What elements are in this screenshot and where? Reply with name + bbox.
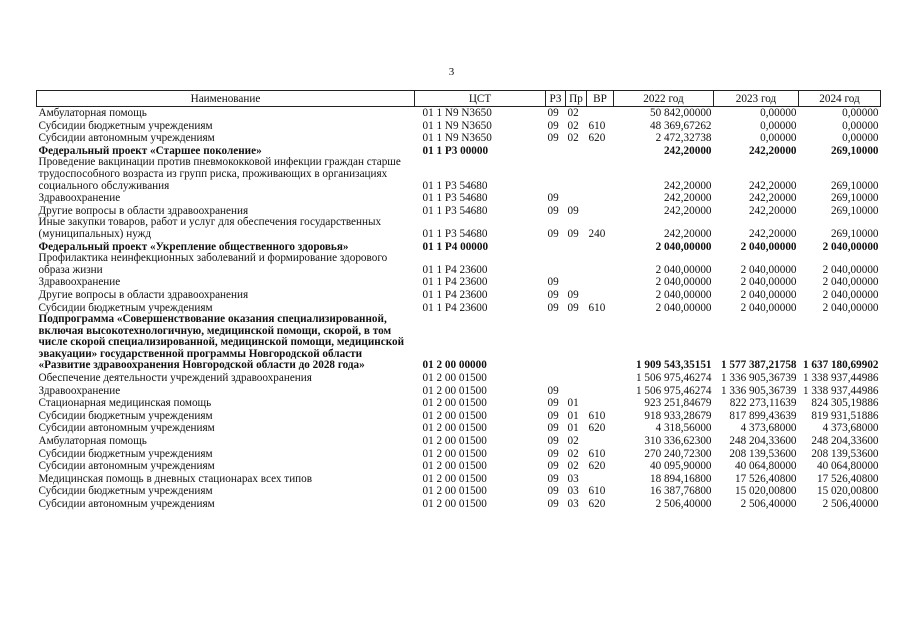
table-row (37, 385, 881, 398)
row-vr (587, 205, 614, 218)
row-vr (587, 289, 614, 302)
row-name: Здравоохранение (38, 384, 121, 397)
row-pr: 09 (567, 204, 579, 217)
row-vr: 610 (588, 301, 606, 314)
row-vr (587, 314, 614, 372)
row-value-2022: 50 842,00000 (649, 107, 712, 119)
row-value-2023: 2 040,00000 (740, 288, 797, 301)
row-cst: 01 1 P4 23600 (422, 301, 488, 314)
row-pr (566, 192, 587, 205)
row-pr: 09 (567, 227, 579, 240)
row-value-2023: 0,00000 (760, 132, 797, 145)
row-cst: 01 1 P3 54680 (422, 179, 488, 192)
row-vr: 620 (588, 422, 606, 435)
header-cst: ЦСТ (415, 91, 546, 107)
row-rz: 09 (547, 132, 559, 145)
row-name: Медицинская помощь в дневных стационарах всех типов (38, 472, 313, 485)
row-cst: 01 2 00 01500 (422, 498, 487, 510)
table-row (37, 410, 881, 423)
row-value-2024: 17 526,40800 (816, 472, 879, 485)
row-value-2022: 2 506,40000 (655, 498, 712, 510)
row-cst: 01 1 P4 23600 (422, 276, 488, 289)
row-value-2023: 242,20000 (748, 227, 797, 240)
row-cst: 01 1 N9 N3650 (422, 107, 492, 119)
row-pr (566, 157, 587, 192)
table-row (37, 473, 881, 486)
row-value-2024: 248 204,33600 (811, 435, 879, 448)
row-value-2024: 40 064,80000 (816, 460, 879, 473)
header-rz: РЗ (546, 91, 566, 107)
row-value-2024: 819 931,51886 (811, 409, 879, 422)
row-rz: 09 (547, 397, 559, 410)
table-row (37, 107, 881, 120)
row-name: Иные закупки товаров, работ и услуг для обеспечения государственных (муниципальных) нужд (38, 216, 382, 240)
row-value-2024: 2 506,40000 (822, 498, 879, 510)
row-cst: 01 2 00 01500 (422, 384, 487, 397)
row-cst: 01 1 N9 N3650 (422, 119, 492, 132)
row-rz: 09 (547, 435, 559, 448)
row-value-2022: 270 240,72300 (644, 447, 712, 460)
row-vr: 240 (588, 227, 606, 240)
row-rz: 09 (547, 227, 559, 240)
row-rz: 09 (547, 119, 559, 132)
row-value-2023: 2 040,00000 (740, 276, 797, 289)
row-cst: 01 2 00 01500 (422, 460, 487, 473)
row-rz (546, 314, 566, 372)
row-value-2022: 310 336,62300 (644, 435, 712, 448)
header-2024: 2024 год (799, 91, 881, 107)
row-value-2022: 2 040,00000 (655, 240, 712, 253)
page-number: 3 (448, 66, 455, 78)
row-pr: 02 (567, 107, 579, 119)
row-name: Амбулаторная помощь (38, 107, 147, 119)
row-pr: 03 (567, 498, 579, 510)
row-vr: 610 (588, 447, 606, 460)
row-name: Субсидии автономным учреждениям (38, 460, 215, 473)
table-row (37, 397, 881, 410)
row-value-2024: 4 373,68000 (822, 422, 879, 435)
row-value-2023: 17 526,40800 (734, 472, 797, 485)
row-cst: 01 2 00 01500 (422, 409, 487, 422)
row-name: Здравоохранение (38, 276, 121, 289)
table-header (37, 91, 881, 107)
row-rz: 09 (547, 472, 559, 485)
table-row (37, 448, 881, 461)
row-value-2023: 2 040,00000 (740, 301, 797, 314)
row-vr (587, 107, 614, 120)
row-cst: 01 2 00 01500 (422, 485, 487, 498)
row-pr (566, 372, 587, 385)
row-value-2023: 2 040,00000 (740, 240, 797, 253)
row-vr: 620 (588, 460, 606, 473)
row-vr (587, 241, 614, 254)
row-pr: 02 (567, 132, 579, 145)
row-vr (587, 157, 614, 192)
row-name: Субсидии бюджетным учреждениям (38, 447, 213, 460)
header-2023: 2023 год (714, 91, 799, 107)
row-vr (587, 276, 614, 289)
row-value-2022: 48 369,67262 (649, 119, 712, 132)
table-row (37, 157, 881, 192)
row-name: Федеральный проект «Старшее поколение» (38, 144, 262, 157)
row-cst: 01 2 00 01500 (422, 372, 487, 385)
row-cst: 01 2 00 01500 (422, 472, 487, 485)
row-value-2024: 2 040,00000 (822, 288, 879, 301)
table-row (37, 460, 881, 473)
row-value-2023: 1 336 905,36739 (720, 372, 797, 385)
row-pr: 01 (567, 422, 579, 435)
row-value-2022: 1 506 975,46274 (635, 372, 712, 385)
row-value-2024: 2 040,00000 (822, 263, 879, 276)
row-value-2023: 242,20000 (748, 144, 797, 157)
row-rz: 09 (547, 409, 559, 422)
budget-table (36, 90, 881, 511)
row-value-2024: 269,10000 (830, 192, 879, 205)
row-value-2024: 1 338 937,44986 (802, 372, 879, 385)
table-row (37, 485, 881, 498)
row-name: Субсидии бюджетным учреждениям (38, 485, 213, 498)
row-rz: 09 (547, 460, 559, 473)
row-name: Профилактика неинфекционных заболеваний и формирование здорового образа жизни (38, 252, 388, 276)
row-vr (587, 385, 614, 398)
row-value-2023: 2 506,40000 (740, 498, 797, 510)
row-value-2022: 242,20000 (663, 204, 712, 217)
row-name: Другие вопросы в области здравоохранения (38, 288, 249, 301)
row-vr (587, 473, 614, 486)
row-vr: 620 (588, 498, 606, 510)
row-value-2024: 208 139,53600 (811, 447, 879, 460)
row-pr (566, 145, 587, 158)
row-pr (566, 253, 587, 276)
table-row (37, 372, 881, 385)
row-cst: 01 1 N9 N3650 (422, 132, 492, 145)
row-value-2024: 269,10000 (830, 144, 879, 157)
row-value-2023: 242,20000 (748, 179, 797, 192)
row-pr: 01 (567, 409, 579, 422)
row-value-2022: 923 251,84679 (644, 397, 712, 410)
row-rz: 09 (547, 192, 559, 205)
row-name: Субсидии бюджетным учреждениям (38, 301, 213, 314)
row-value-2023: 4 373,68000 (740, 422, 797, 435)
row-value-2022: 40 095,90000 (649, 460, 712, 473)
row-value-2024: 269,10000 (830, 179, 879, 192)
row-pr: 03 (567, 472, 579, 485)
table-row (37, 276, 881, 289)
row-cst: 01 1 P4 23600 (422, 288, 488, 301)
row-name: Обеспечение деятельности учреждений здравоохранения (38, 372, 312, 385)
row-value-2023: 817 899,43639 (729, 409, 797, 422)
row-value-2022: 2 040,00000 (655, 288, 712, 301)
row-rz: 09 (547, 301, 559, 314)
row-name: Субсидии автономным учреждениям (38, 422, 215, 435)
row-pr: 09 (567, 288, 579, 301)
row-value-2023: 822 273,11639 (729, 397, 797, 410)
row-cst: 01 2 00 00000 (422, 359, 487, 372)
row-vr (587, 192, 614, 205)
row-vr (587, 372, 614, 385)
row-pr (566, 385, 587, 398)
row-value-2022: 242,20000 (663, 144, 712, 157)
row-pr: 02 (567, 435, 579, 448)
row-value-2022: 18 894,16800 (649, 472, 712, 485)
row-vr (587, 397, 614, 410)
row-vr: 610 (588, 409, 606, 422)
row-pr: 02 (567, 119, 579, 132)
row-rz (546, 145, 566, 158)
row-value-2022: 2 040,00000 (655, 301, 712, 314)
row-value-2022: 242,20000 (663, 227, 712, 240)
row-value-2022: 1 506 975,46274 (635, 384, 712, 397)
row-name: Субсидии бюджетным учреждениям (38, 119, 213, 132)
row-cst: 01 2 00 01500 (422, 447, 487, 460)
table-row (37, 192, 881, 205)
row-vr: 610 (588, 119, 606, 132)
row-value-2023: 40 064,80000 (734, 460, 797, 473)
row-pr (566, 241, 587, 254)
row-rz: 09 (547, 422, 559, 435)
row-value-2024: 2 040,00000 (822, 240, 879, 253)
table-row (37, 253, 881, 276)
row-value-2023: 15 020,00800 (734, 485, 797, 498)
row-value-2024: 269,10000 (830, 227, 879, 240)
row-value-2024: 2 040,00000 (822, 301, 879, 314)
row-vr (587, 253, 614, 276)
row-value-2024: 0,00000 (842, 107, 879, 119)
header-name: Наименование (37, 91, 415, 107)
row-vr: 610 (588, 485, 606, 498)
row-name: Субсидии бюджетным учреждениям (38, 409, 213, 422)
row-value-2024: 269,10000 (830, 204, 879, 217)
row-value-2022: 242,20000 (663, 192, 712, 205)
row-rz: 09 (547, 485, 559, 498)
table-row (37, 422, 881, 435)
table-row (37, 120, 881, 133)
header-row (37, 91, 881, 107)
row-rz: 09 (547, 288, 559, 301)
row-name: Федеральный проект «Укрепление общественного здоровья» (38, 240, 349, 253)
row-rz: 09 (547, 447, 559, 460)
row-rz: 09 (547, 276, 559, 289)
row-value-2024: 824 305,19886 (811, 397, 879, 410)
row-pr: 02 (567, 447, 579, 460)
row-name: Подпрограмма «Совершенствование оказания специализированной, включая высокотехнологичную, медицинской помощи, скорой, в том числе скорой специализированной, медицинской помощи, медицинской эвакуации» государственной программы Новгородской области «Развитие здравоохранения Новгородской области до 2028 года» (38, 313, 405, 372)
header-2022: 2022 год (614, 91, 714, 107)
row-cst: 01 1 P3 54680 (422, 192, 488, 205)
row-name: Здравоохранение (38, 192, 121, 205)
row-value-2022: 4 318,56000 (655, 422, 712, 435)
row-cst: 01 1 P4 23600 (422, 263, 488, 276)
row-vr (587, 145, 614, 158)
row-pr: 02 (567, 460, 579, 473)
row-vr (587, 435, 614, 448)
row-cst: 01 1 P4 00000 (422, 240, 489, 253)
row-value-2022: 242,20000 (663, 179, 712, 192)
row-rz (546, 372, 566, 385)
table-row (37, 435, 881, 448)
table-row (37, 217, 881, 240)
row-value-2023: 242,20000 (748, 204, 797, 217)
row-value-2023: 1 336 905,36739 (720, 384, 797, 397)
row-name: Субсидии автономным учреждениям (38, 498, 215, 510)
row-value-2022: 16 387,76800 (649, 485, 712, 498)
row-cst: 01 2 00 01500 (422, 435, 487, 448)
row-rz: 09 (547, 107, 559, 119)
row-vr: 620 (588, 132, 606, 145)
row-pr: 03 (567, 485, 579, 498)
row-rz: 09 (547, 204, 559, 217)
row-name: Другие вопросы в области здравоохранения (38, 204, 249, 217)
row-value-2022: 918 933,28679 (644, 409, 712, 422)
table-body (37, 107, 881, 511)
row-pr (566, 276, 587, 289)
row-cst: 01 1 P3 00000 (422, 144, 489, 157)
row-value-2023: 242,20000 (748, 192, 797, 205)
row-cst: 01 1 P3 54680 (422, 227, 488, 240)
table-row (37, 289, 881, 302)
row-pr: 01 (567, 397, 579, 410)
row-value-2023: 248 204,33600 (729, 435, 797, 448)
row-value-2024: 1 637 180,69902 (802, 359, 879, 372)
row-value-2023: 0,00000 (760, 119, 797, 132)
row-rz (546, 157, 566, 192)
row-rz: 09 (547, 498, 559, 510)
row-name: Проведение вакцинации против пневмококковой инфекции граждан старше трудоспособного возраста из групп риска, проживающих в организациях социального обслуживания (38, 156, 401, 192)
row-cst: 01 2 00 01500 (422, 397, 487, 410)
row-value-2024: 1 338 937,44986 (802, 384, 879, 397)
row-cst: 01 2 00 01500 (422, 422, 487, 435)
row-value-2023: 1 577 387,21758 (720, 359, 797, 372)
row-value-2022: 2 472,32738 (655, 132, 712, 145)
row-value-2024: 15 020,00800 (816, 485, 879, 498)
row-value-2022: 2 040,00000 (655, 263, 712, 276)
row-value-2023: 0,00000 (760, 107, 797, 119)
row-rz (546, 253, 566, 276)
row-value-2024: 0,00000 (842, 119, 879, 132)
row-rz: 09 (547, 384, 559, 397)
row-name: Стационарная медицинская помощь (38, 397, 212, 410)
table-row (37, 498, 881, 511)
row-value-2023: 2 040,00000 (740, 263, 797, 276)
row-value-2022: 2 040,00000 (655, 276, 712, 289)
row-pr: 09 (567, 301, 579, 314)
row-pr (566, 314, 587, 372)
header-pr: Пр (566, 91, 587, 107)
row-value-2023: 208 139,53600 (729, 447, 797, 460)
row-rz (546, 241, 566, 254)
row-name: Амбулаторная помощь (38, 435, 147, 448)
table-row (37, 314, 881, 372)
row-name: Субсидии автономным учреждениям (38, 132, 215, 145)
row-value-2024: 0,00000 (842, 132, 879, 145)
table-row (37, 132, 881, 145)
row-value-2022: 1 909 543,35151 (635, 359, 712, 372)
row-value-2024: 2 040,00000 (822, 276, 879, 289)
header-vr: ВР (587, 91, 614, 107)
row-cst: 01 1 P3 54680 (422, 204, 488, 217)
